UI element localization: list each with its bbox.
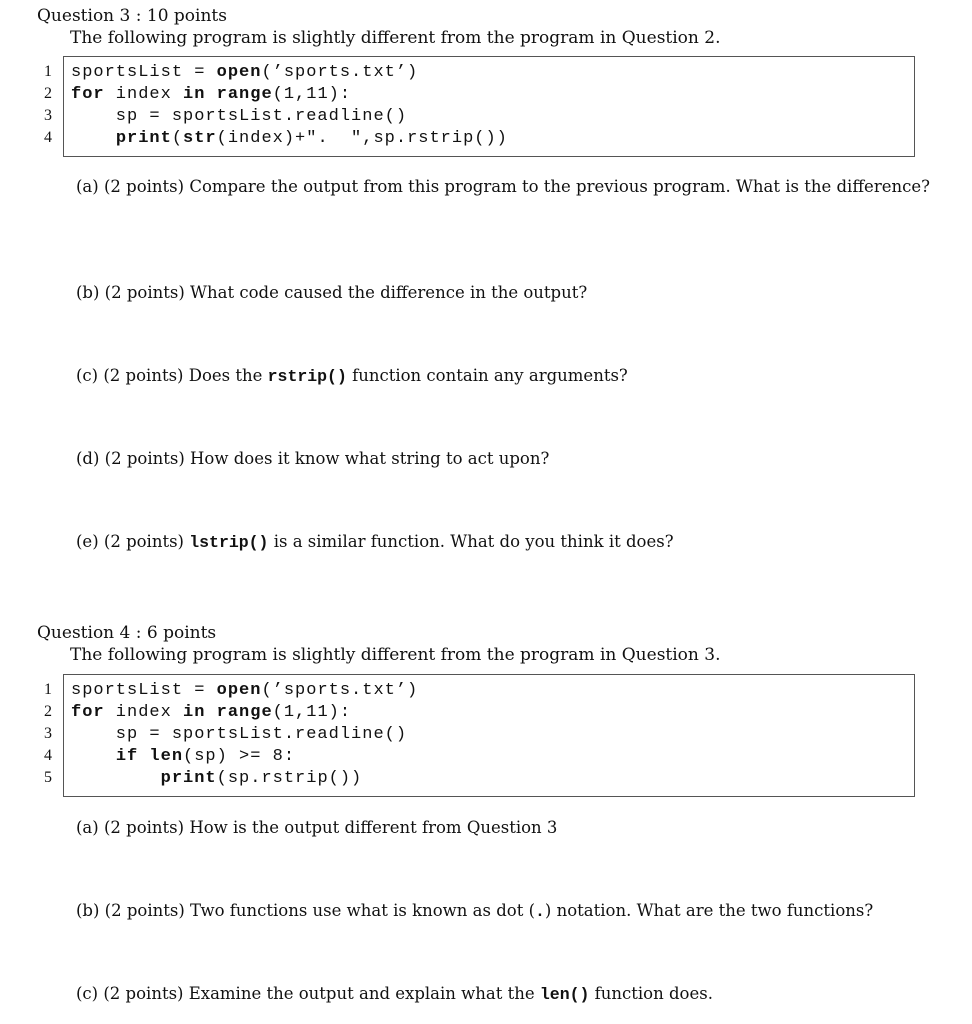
question-3-heading: Question 3 : 10 points [37, 6, 227, 26]
code-line-5: print(sp.rstrip()) [160, 769, 363, 788]
line-number: 2 [44, 85, 52, 102]
line-number: 3 [44, 107, 52, 124]
line-number: 3 [44, 725, 52, 742]
question-3-intro: The following program is slightly different from the program in Question 2. [70, 28, 721, 48]
question-3-part-a: (a) (2 points) Compare the output from this program to the previous program. What is the difference? [76, 177, 930, 196]
code-line-1: sportsList = open(’sports.txt’) [71, 63, 419, 82]
line-number: 2 [44, 703, 52, 720]
line-number: 1 [44, 63, 52, 80]
code-line-2: for index in range(1,11): [71, 85, 352, 104]
line-number: 4 [44, 129, 52, 146]
question-3-part-e: (e) (2 points) lstrip() is a similar function. What do you think it does? [76, 532, 674, 552]
code-line-3: sp = sportsList.readline() [71, 107, 408, 126]
question-4-intro: The following program is slightly different from the program in Question 3. [70, 645, 721, 665]
question-3-part-d: (d) (2 points) How does it know what string to act upon? [76, 449, 550, 468]
question-3-part-c: (c) (2 points) Does the rstrip() function contain any arguments? [76, 366, 628, 386]
question-4-part-b: (b) (2 points) Two functions use what is known as dot (.) notation. What are the two functions? [76, 901, 874, 921]
code-line-2: for index in range(1,11): [71, 703, 352, 722]
question-4-part-a: (a) (2 points) How is the output different from Question 3 [76, 818, 558, 837]
line-number: 5 [44, 769, 52, 786]
code-line-4: print(str(index)+". ",sp.rstrip()) [115, 129, 508, 148]
question-4-part-c: (c) (2 points) Examine the output and explain what the len() function does. [76, 984, 713, 1004]
question-3-part-b: (b) (2 points) What code caused the difference in the output? [76, 283, 588, 302]
line-number: 1 [44, 681, 52, 698]
question-4-heading: Question 4 : 6 points [37, 623, 217, 643]
code-line-3: sp = sportsList.readline() [71, 725, 408, 744]
code-box [63, 56, 915, 157]
code-line-1: sportsList = open(’sports.txt’) [71, 681, 419, 700]
line-number: 4 [44, 747, 52, 764]
code-box [63, 674, 915, 797]
code-line-4: if len(sp) >= 8: [115, 747, 296, 766]
